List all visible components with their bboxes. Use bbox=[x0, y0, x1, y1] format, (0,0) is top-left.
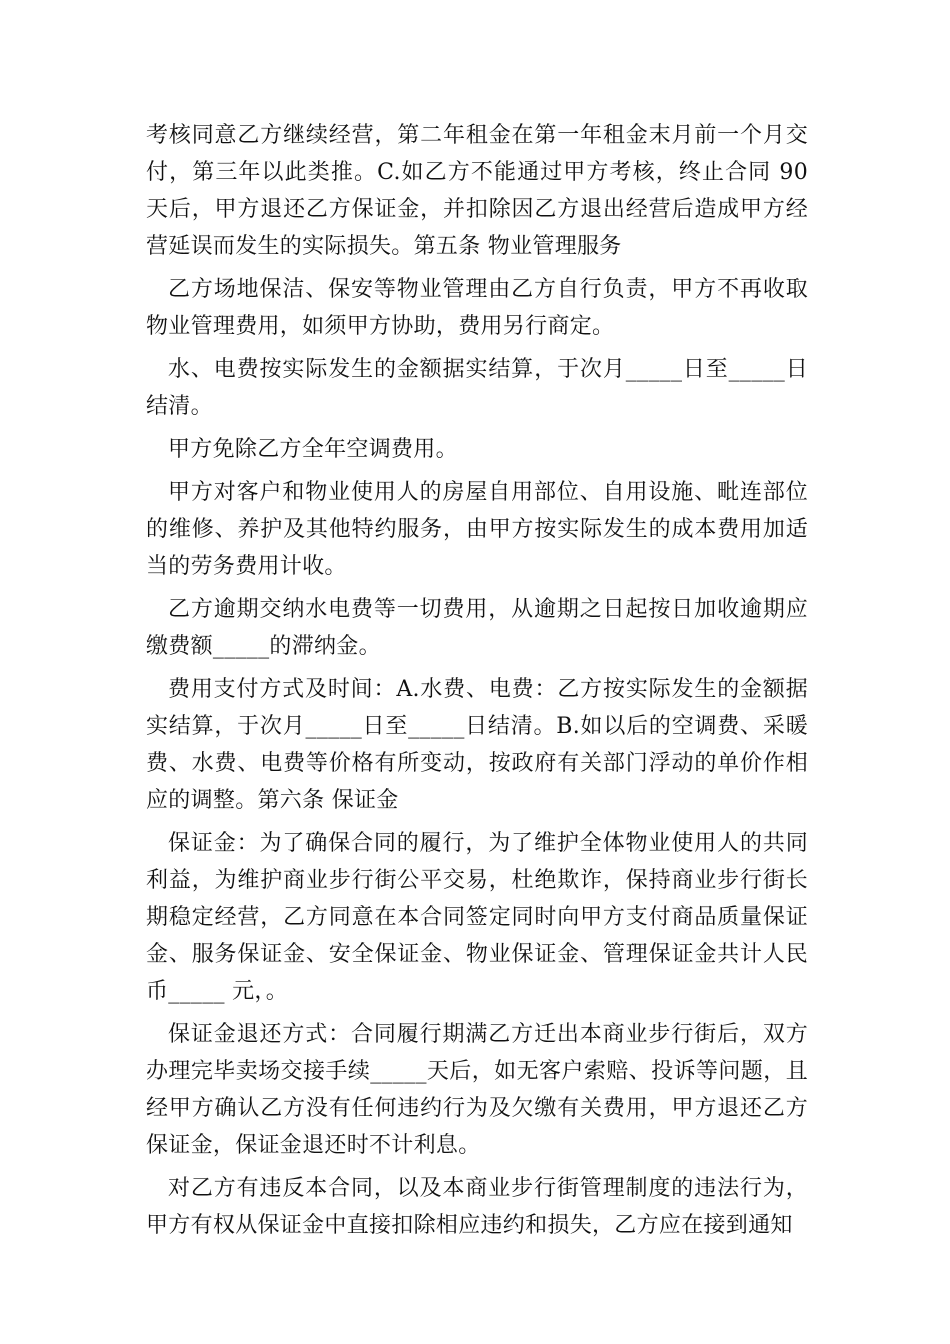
paragraph-2: 乙方场地保洁、保安等物业管理由乙方自行负责，甲方不再收取物业管理费用，如须甲方协助，费用另行商定。 bbox=[146, 277, 808, 339]
paragraph-5: 甲方对客户和物业使用人的房屋自用部位、自用设施、毗连部位的维修、养护及其他特约服务，由甲方按实际发生的成本费用加适当的劳务费用计收。 bbox=[146, 480, 808, 579]
paragraph-7: 费用支付方式及时间：A.水费、电费：乙方按实际发生的金额据实结算，于次月_____日至_____日结清。B.如以后的空调费、采暖费、水费、电费等价格有所变动，按政府有关部门浮动的单价作相应的调整。第六条 保证金 bbox=[146, 677, 808, 813]
paragraph-10: 对乙方有违反本合同，以及本商业步行街管理制度的违法行为，甲方有权从保证金中直接扣除相应违约和损失，乙方应在接到通知 bbox=[146, 1176, 808, 1238]
paragraph-6: 乙方逾期交纳水电费等一切费用，从逾期之日起按日加收逾期应缴费额_____的滞纳金。 bbox=[146, 597, 808, 659]
paragraph-9: 保证金退还方式：合同履行期满乙方迁出本商业步行街后，双方办理完毕卖场交接手续_____天后，如无客户索赔、投诉等问题，且经甲方确认乙方没有任何违约行为及欠缴有关费用，甲方退还乙方保证金，保证金退还时不计利息。 bbox=[146, 1022, 808, 1158]
paragraph-1: 考核同意乙方继续经营，第二年租金在第一年租金末月前一个月交付，第三年以此类推。C.如乙方不能通过甲方考核，终止合同 90 天后，甲方退还乙方保证金，并扣除因乙方退出经营后造成甲方经营延误而发生的实际损失。第五条 物业管理服务 bbox=[146, 123, 808, 259]
paragraph-8: 保证金：为了确保合同的履行，为了维护全体物业使用人的共同利益，为维护商业步行街公平交易，杜绝欺诈，保持商业步行街长期稳定经营，乙方同意在本合同签定同时向甲方支付商品质量保证金、服务保证金、安全保证金、物业保证金、管理保证金共计人民币_____ 元，。 bbox=[146, 831, 808, 1004]
paragraph-3: 水、电费按实际发生的金额据实结算，于次月_____日至_____日结清。 bbox=[146, 357, 808, 419]
paragraph-4: 甲方免除乙方全年空调费用。 bbox=[168, 437, 458, 462]
document-page bbox=[146, 117, 808, 1250]
